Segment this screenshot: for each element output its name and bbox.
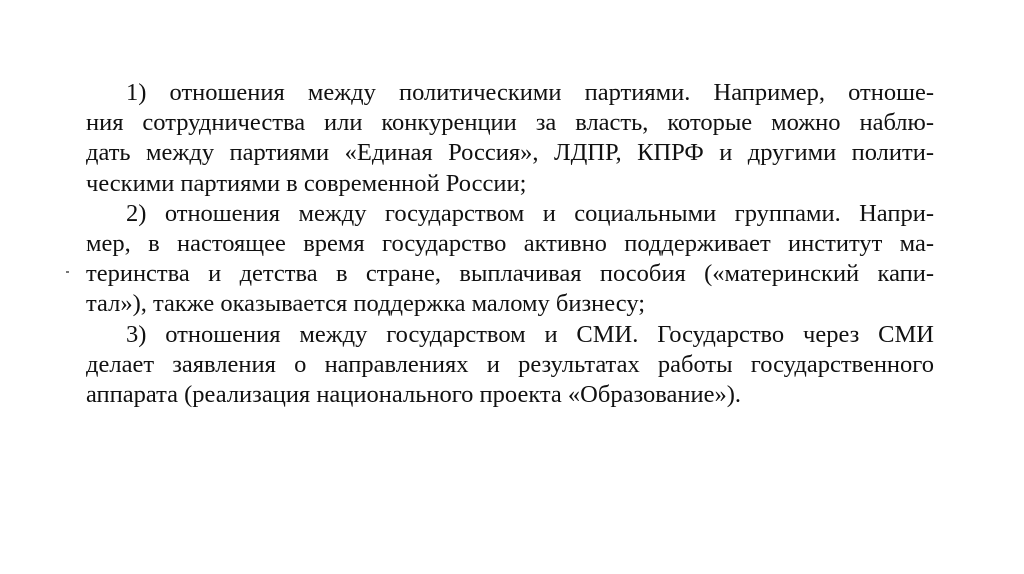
paragraph-1-line-4: ческими партиями в современной России;: [86, 169, 527, 197]
paragraph-2-line-2: мер, в настоящее время государство активно поддерживает институт ма-: [86, 229, 934, 257]
paragraph-1-line-3: дать между партиями «Единая Россия», ЛДПР, КПРФ и другими полити-: [86, 139, 934, 167]
paragraph-2-line-1: 2) отношения между государством и социальными группами. Напри-: [126, 199, 934, 227]
paragraph-3-line-2: делает заявления о направлениях и результатах работы государственного: [86, 350, 934, 378]
paragraph-1-line-2: ния сотрудничества или конкуренции за власть, которые можно наблю-: [86, 109, 934, 137]
document-text: [86, 78, 934, 410]
paragraph-3-line-3: аппарата (реализация национального проекта «Образование»).: [86, 380, 741, 408]
paragraph-2-line-3: теринства и детства в стране, выплачивая пособия («материнский капи-: [86, 260, 934, 288]
paragraph-3-line-1: 3) отношения между государством и СМИ. Государство через СМИ: [126, 320, 934, 348]
paragraph-1-line-1: 1) отношения между политическими партиями. Например, отноше-: [126, 79, 934, 106]
scan-speck: [66, 271, 69, 273]
paragraph-2-line-4: тал»), также оказывается поддержка малому бизнесу;: [86, 290, 646, 318]
